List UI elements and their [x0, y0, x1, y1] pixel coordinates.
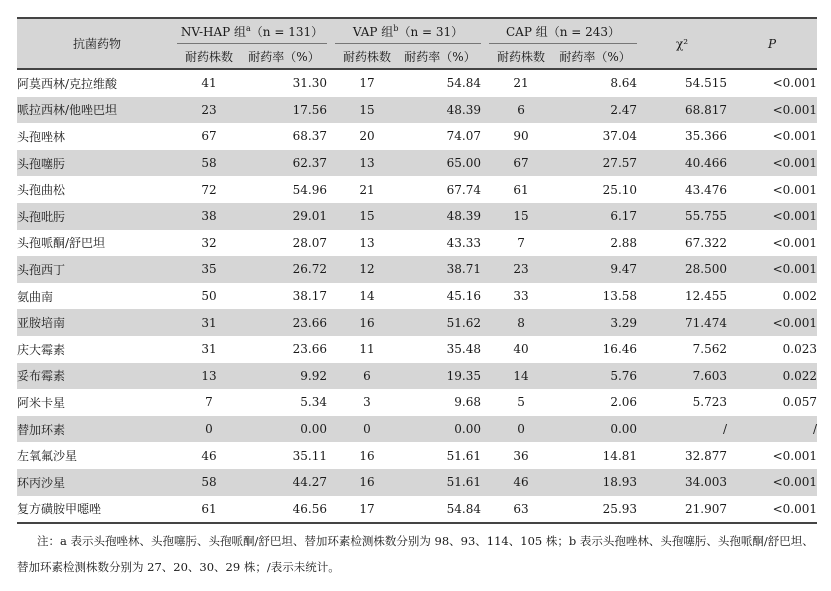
nvhap-count: 32	[201, 235, 217, 250]
chi-square-value: 32.877	[685, 448, 728, 463]
p-value: <0.001	[772, 129, 818, 144]
vap-count: 6	[335, 363, 399, 390]
cap-rate: 14.81	[602, 448, 638, 463]
cap-count: 14	[489, 363, 553, 390]
vap-rate: 0.00	[399, 416, 481, 443]
drug-name: 头孢吡肟	[17, 203, 177, 230]
nvhap-count: 41	[201, 76, 217, 91]
nvhap-rate: 17.56	[241, 97, 327, 124]
table-row	[17, 256, 817, 283]
vap-count: 17	[359, 76, 375, 91]
nvhap-rate: 0.00	[241, 416, 327, 443]
nvhap-rate: 44.27	[241, 469, 327, 496]
chi-square-value: 55.755	[637, 203, 727, 230]
vap-count: 14	[359, 289, 375, 304]
header-chi: χ²	[637, 18, 727, 69]
cap-rate: 0.00	[553, 416, 637, 443]
header-group-nvhap: NV-HAP 组$^a$（n = 131）	[177, 18, 327, 44]
nvhap-count: 46	[201, 448, 217, 463]
table-row	[17, 363, 817, 390]
cap-count: 40	[513, 342, 529, 357]
p-value: <0.001	[727, 97, 817, 124]
cap-rate: 16.46	[602, 342, 638, 357]
cap-rate: 5.76	[553, 363, 637, 390]
vap-count: 15	[335, 97, 399, 124]
cap-rate: 3.29	[553, 309, 637, 336]
vap-count: 3	[363, 395, 371, 410]
nvhap-rate: 29.01	[241, 203, 327, 230]
table-row	[17, 203, 817, 230]
chi-square-value: 35.366	[685, 129, 728, 144]
drug-name: 左氧氟沙星	[17, 449, 78, 464]
vap-rate: 38.71	[399, 256, 481, 283]
nvhap-rate: 26.72	[241, 256, 327, 283]
vap-count: 13	[335, 150, 399, 177]
nvhap-rate: 54.96	[292, 182, 327, 197]
table-footnote: 注：a 表示头孢唑林、头孢噻肟、头孢哌酮/舒巴坦、替加环素检测株数分别为 98、93、114、105 株；b 表示头孢唑林、头孢噻肟、头孢哌酮/舒巴坦、替加环素检测株数分别为 27、20、30、29 株；/表示未统计。	[17, 534, 814, 574]
table-row	[17, 97, 817, 124]
vap-rate: 51.61	[446, 448, 482, 463]
drug-name: 头孢曲松	[17, 183, 66, 198]
chi-square-value: 40.466	[637, 150, 727, 177]
nvhap-rate: 9.92	[241, 363, 327, 390]
cap-rate: 27.57	[553, 150, 637, 177]
resistance-table	[17, 17, 817, 524]
chi-square-value: 5.723	[692, 395, 728, 410]
drug-name: 庆大霉素	[17, 342, 66, 357]
table-row	[17, 469, 817, 496]
chi-square-value: 28.500	[637, 256, 727, 283]
nvhap-count: 13	[177, 363, 241, 390]
nvhap-count: 72	[201, 182, 217, 197]
p-value: <0.001	[772, 182, 818, 197]
cap-count: 90	[513, 129, 529, 144]
drug-name: 氨曲南	[17, 289, 54, 304]
drug-name: 阿米卡星	[17, 395, 66, 410]
vap-count: 11	[359, 342, 375, 357]
drug-name: 复方磺胺甲噁唑	[17, 502, 102, 517]
p-value: 0.057	[782, 395, 818, 410]
chi-square-value: 21.907	[685, 501, 728, 516]
nvhap-count: 0	[177, 416, 241, 443]
header-count: 耐药株数	[489, 44, 553, 70]
vap-rate: 51.62	[399, 309, 481, 336]
vap-count: 0	[335, 416, 399, 443]
drug-name: 头孢西丁	[17, 256, 177, 283]
cap-count: 67	[489, 150, 553, 177]
table-row	[17, 442, 817, 469]
cap-count: 0	[489, 416, 553, 443]
header-rate: 耐药率（%）	[241, 44, 327, 70]
p-value: <0.001	[727, 256, 817, 283]
cap-count: 21	[513, 76, 529, 91]
vap-rate: 51.61	[399, 469, 481, 496]
table-row	[17, 389, 817, 416]
nvhap-count: 50	[201, 289, 217, 304]
nvhap-rate: 28.07	[292, 235, 327, 250]
table-row	[17, 230, 817, 257]
table-row	[17, 283, 817, 310]
cap-rate: 2.06	[610, 395, 638, 410]
nvhap-count: 58	[177, 469, 241, 496]
header-group-cap: CAP 组（n = 243）	[489, 18, 637, 44]
table-row	[17, 69, 817, 97]
vap-rate: 35.48	[446, 342, 482, 357]
header-count: 耐药株数	[335, 44, 399, 70]
cap-count: 5	[517, 395, 525, 410]
vap-count: 16	[335, 469, 399, 496]
chi-square-value: 71.474	[637, 309, 727, 336]
table-row	[17, 416, 817, 443]
nvhap-count: 58	[177, 150, 241, 177]
nvhap-count: 35	[177, 256, 241, 283]
vap-rate: 9.68	[454, 395, 482, 410]
nvhap-count: 31	[201, 342, 217, 357]
p-value: 0.022	[727, 363, 817, 390]
drug-name: 替加环素	[17, 416, 177, 443]
vap-rate: 19.35	[399, 363, 481, 390]
p-value: <0.001	[727, 203, 817, 230]
header-group-vap: VAP 组$^b$（n = 31）	[335, 18, 481, 44]
cap-rate: 9.47	[553, 256, 637, 283]
vap-rate: 65.00	[399, 150, 481, 177]
chi-square-value: 68.817	[637, 97, 727, 124]
cap-count: 33	[513, 289, 529, 304]
chi-square-value: 7.562	[692, 342, 728, 357]
p-value: /	[727, 416, 817, 443]
cap-count: 7	[517, 235, 525, 250]
table-row	[17, 150, 817, 177]
drug-name: 头孢唑林	[17, 129, 66, 144]
nvhap-count: 31	[177, 309, 241, 336]
cap-count: 46	[489, 469, 553, 496]
chi-square-value: /	[637, 416, 727, 443]
cap-rate: 6.17	[553, 203, 637, 230]
cap-count: 15	[489, 203, 553, 230]
vap-rate: 54.84	[446, 501, 482, 516]
cap-count: 63	[513, 501, 529, 516]
vap-count: 21	[359, 182, 375, 197]
nvhap-rate: 31.30	[292, 76, 327, 91]
vap-count: 13	[359, 235, 375, 250]
p-value: <0.001	[727, 150, 817, 177]
drug-name: 环丙沙星	[17, 469, 177, 496]
nvhap-rate: 35.11	[292, 448, 327, 463]
chi-square-value: 43.476	[685, 182, 728, 197]
vap-count: 16	[335, 309, 399, 336]
cap-count: 61	[513, 182, 529, 197]
vap-rate: 45.16	[446, 289, 482, 304]
cap-rate: 18.93	[553, 469, 637, 496]
cap-rate: 2.88	[610, 235, 638, 250]
nvhap-count: 61	[201, 501, 217, 516]
nvhap-rate: 46.56	[292, 501, 327, 516]
p-value: 0.023	[782, 342, 818, 357]
nvhap-rate: 23.66	[241, 309, 327, 336]
drug-name: 头孢噻肟	[17, 150, 177, 177]
p-value: <0.001	[772, 448, 818, 463]
vap-count: 12	[335, 256, 399, 283]
nvhap-count: 67	[201, 129, 217, 144]
vap-count: 16	[359, 448, 375, 463]
chi-square-value: 12.455	[685, 289, 728, 304]
vap-rate: 48.39	[399, 97, 481, 124]
chi-square-value: 7.603	[637, 363, 727, 390]
table-row	[17, 336, 817, 363]
drug-name: 头孢哌酮/舒巴坦	[17, 236, 106, 251]
chi-square-value: 54.515	[685, 76, 728, 91]
nvhap-rate: 38.17	[292, 289, 327, 304]
p-value: <0.001	[772, 76, 818, 91]
p-value: 0.002	[782, 289, 818, 304]
p-value: <0.001	[727, 469, 817, 496]
vap-rate: 54.84	[446, 76, 482, 91]
p-value: <0.001	[772, 501, 818, 516]
cap-rate: 2.47	[553, 97, 637, 124]
cap-count: 36	[513, 448, 529, 463]
header-drug: 抗菌药物	[17, 18, 177, 69]
vap-rate: 43.33	[446, 235, 482, 250]
cap-rate: 8.64	[610, 76, 638, 91]
cap-count: 23	[489, 256, 553, 283]
cap-rate: 13.58	[602, 289, 638, 304]
table-row	[17, 123, 817, 150]
vap-count: 15	[335, 203, 399, 230]
nvhap-rate: 23.66	[292, 342, 327, 357]
cap-count: 6	[489, 97, 553, 124]
p-value: <0.001	[727, 309, 817, 336]
drug-name: 亚胺培南	[17, 309, 177, 336]
chi-square-value: 67.322	[685, 235, 728, 250]
cap-rate: 37.04	[602, 129, 638, 144]
nvhap-rate: 62.37	[241, 150, 327, 177]
vap-count: 17	[359, 501, 375, 516]
nvhap-count: 23	[177, 97, 241, 124]
table-row	[17, 176, 817, 203]
cap-count: 8	[489, 309, 553, 336]
drug-name: 哌拉西林/他唑巴坦	[17, 97, 177, 124]
table-row	[17, 309, 817, 336]
header-rate: 耐药率（%）	[553, 44, 637, 70]
header-rate: 耐药率（%）	[399, 44, 481, 70]
header-p: P	[727, 18, 817, 69]
header-count: 耐药株数	[177, 44, 241, 70]
drug-name: 阿莫西林/克拉维酸	[17, 76, 118, 91]
vap-rate: 48.39	[399, 203, 481, 230]
cap-rate: 25.93	[602, 501, 638, 516]
drug-name: 妥布霉素	[17, 363, 177, 390]
vap-count: 20	[359, 129, 375, 144]
nvhap-count: 7	[205, 395, 213, 410]
vap-rate: 67.74	[446, 182, 482, 197]
p-value: <0.001	[772, 235, 818, 250]
nvhap-rate: 68.37	[292, 129, 327, 144]
cap-rate: 25.10	[602, 182, 638, 197]
vap-rate: 74.07	[446, 129, 482, 144]
table-row	[17, 496, 817, 524]
nvhap-count: 38	[177, 203, 241, 230]
chi-square-value: 34.003	[637, 469, 727, 496]
nvhap-rate: 5.34	[300, 395, 327, 410]
